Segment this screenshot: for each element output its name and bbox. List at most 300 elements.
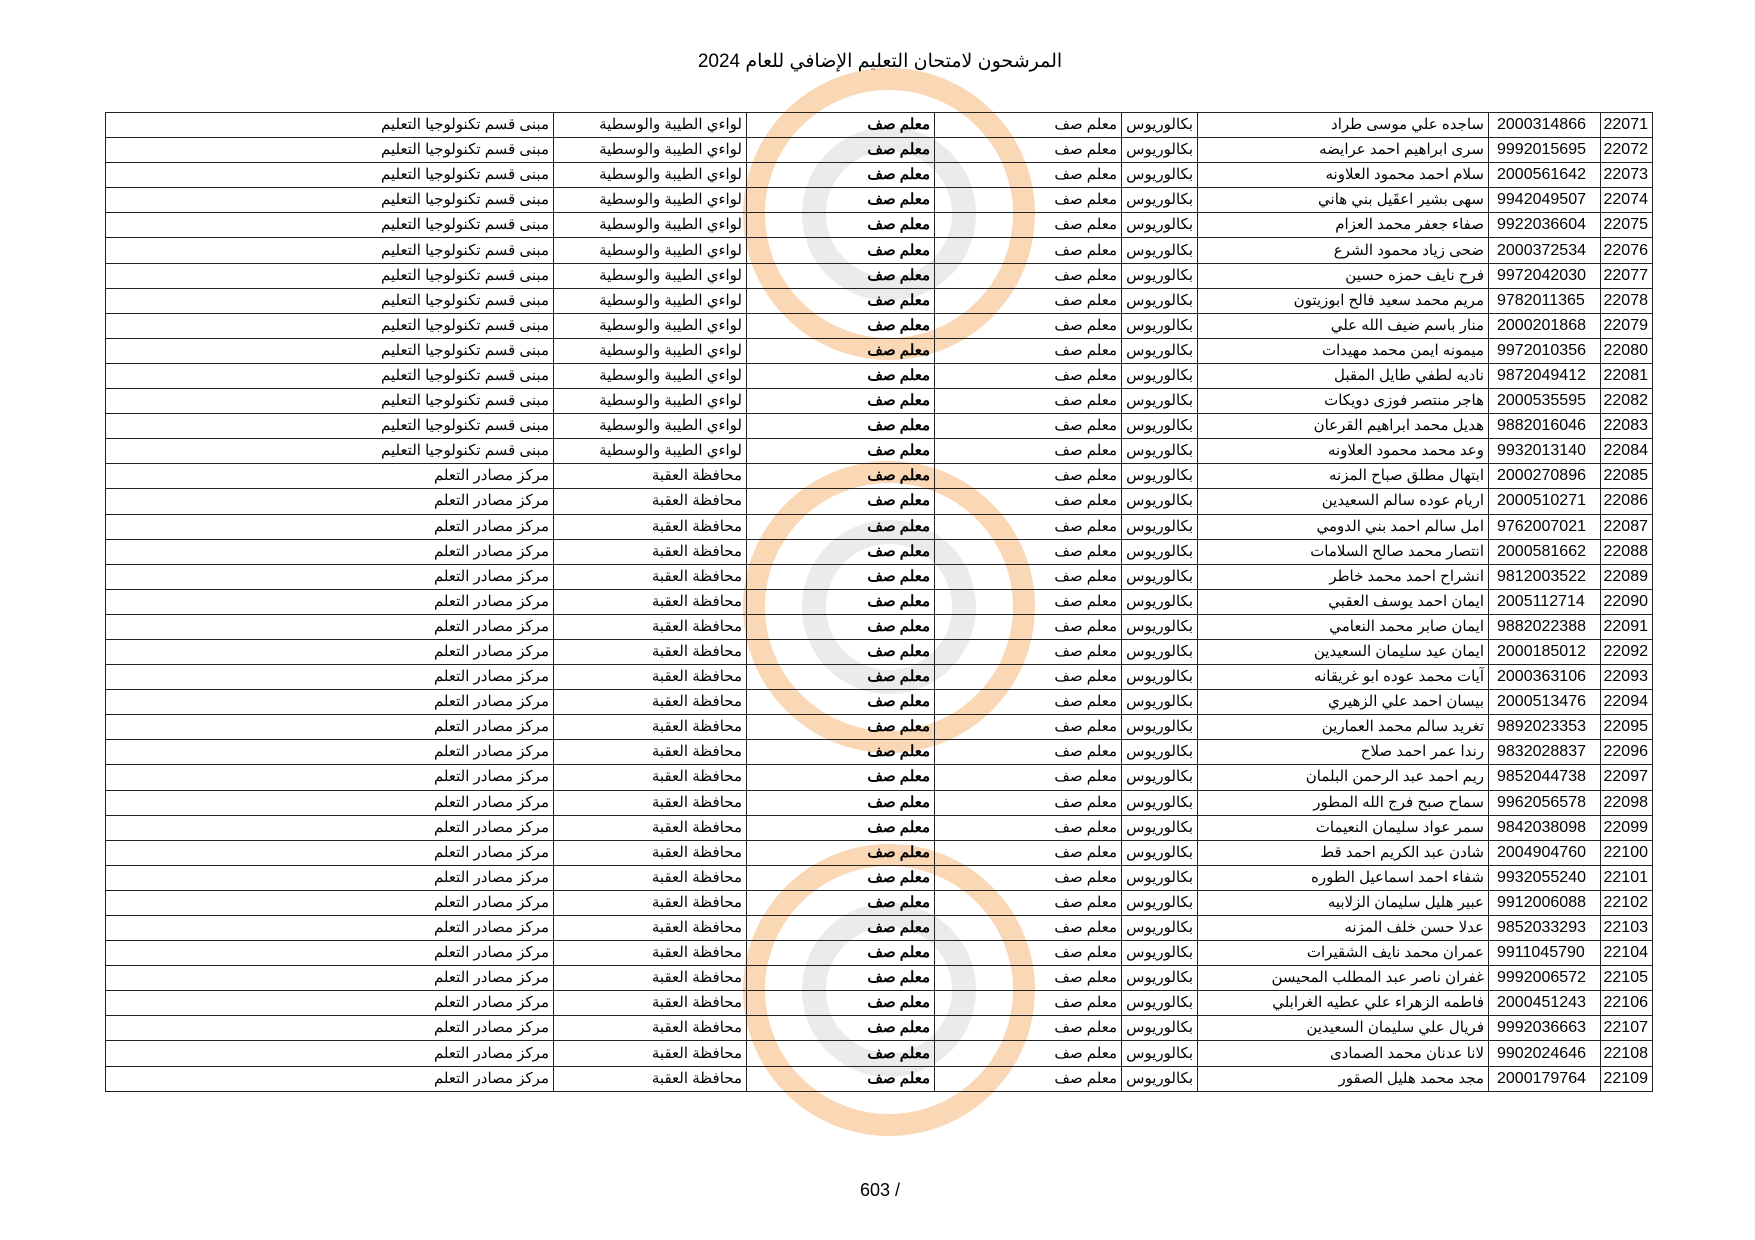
name-cell: ايمان صابر محمد النعامي bbox=[1198, 614, 1489, 639]
name-cell: فرح نايف حمزه حسين bbox=[1198, 263, 1489, 288]
exam-center-cell: مركز مصادر التعلم bbox=[106, 639, 554, 664]
exam-center-cell: مبنى قسم تكنولوجيا التعليم bbox=[106, 138, 554, 163]
job-cell: معلم صف bbox=[747, 489, 935, 514]
serial-cell: 22087 bbox=[1601, 514, 1653, 539]
directorate-cell: لواءي الطيبة والوسطية bbox=[554, 389, 747, 414]
specialization-cell: معلم صف bbox=[935, 188, 1122, 213]
specialization-cell: معلم صف bbox=[935, 363, 1122, 388]
exam-center-cell: مركز مصادر التعلم bbox=[106, 489, 554, 514]
name-cell: منار باسم ضيف الله علي bbox=[1198, 313, 1489, 338]
directorate-cell: محافظة العقبة bbox=[554, 790, 747, 815]
table-row bbox=[106, 890, 1653, 915]
job-cell: معلم صف bbox=[747, 740, 935, 765]
serial-cell: 22094 bbox=[1601, 690, 1653, 715]
job-cell: معلم صف bbox=[747, 815, 935, 840]
specialization-cell: معلم صف bbox=[935, 740, 1122, 765]
specialization-cell: معلم صف bbox=[935, 263, 1122, 288]
table-row bbox=[106, 489, 1653, 514]
name-cell: امل سالم احمد بني الدومي bbox=[1198, 514, 1489, 539]
national-id-cell: 9812003522 bbox=[1489, 564, 1601, 589]
exam-center-cell: مبنى قسم تكنولوجيا التعليم bbox=[106, 188, 554, 213]
serial-cell: 22096 bbox=[1601, 740, 1653, 765]
name-cell: غفران ناصر عبد المطلب المحيسن bbox=[1198, 966, 1489, 991]
name-cell: آيات محمد عوده ابو غريقانه bbox=[1198, 665, 1489, 690]
table-row bbox=[106, 363, 1653, 388]
national-id-cell: 9992036663 bbox=[1489, 1016, 1601, 1041]
name-cell: عمران محمد نايف الشقيرات bbox=[1198, 941, 1489, 966]
job-cell: معلم صف bbox=[747, 941, 935, 966]
exam-center-cell: مركز مصادر التعلم bbox=[106, 890, 554, 915]
name-cell: عدلا حسن خلف المزنه bbox=[1198, 916, 1489, 941]
table-row bbox=[106, 614, 1653, 639]
exam-center-cell: مبنى قسم تكنولوجيا التعليم bbox=[106, 363, 554, 388]
specialization-cell: معلم صف bbox=[935, 865, 1122, 890]
exam-center-cell: مركز مصادر التعلم bbox=[106, 991, 554, 1016]
job-cell: معلم صف bbox=[747, 313, 935, 338]
specialization-cell: معلم صف bbox=[935, 1016, 1122, 1041]
specialization-cell: معلم صف bbox=[935, 991, 1122, 1016]
job-cell: معلم صف bbox=[747, 840, 935, 865]
specialization-cell: معلم صف bbox=[935, 690, 1122, 715]
exam-center-cell: مركز مصادر التعلم bbox=[106, 916, 554, 941]
name-cell: انشراح احمد محمد خاطر bbox=[1198, 564, 1489, 589]
job-cell: معلم صف bbox=[747, 966, 935, 991]
exam-center-cell: مركز مصادر التعلم bbox=[106, 564, 554, 589]
table-row bbox=[106, 338, 1653, 363]
degree-cell: بكالوريوس bbox=[1122, 715, 1198, 740]
degree-cell: بكالوريوس bbox=[1122, 589, 1198, 614]
national-id-cell: 2000372534 bbox=[1489, 238, 1601, 263]
national-id-cell: 9932055240 bbox=[1489, 865, 1601, 890]
degree-cell: بكالوريوس bbox=[1122, 138, 1198, 163]
job-cell: معلم صف bbox=[747, 916, 935, 941]
exam-center-cell: مركز مصادر التعلم bbox=[106, 715, 554, 740]
national-id-cell: 9852044738 bbox=[1489, 765, 1601, 790]
directorate-cell: محافظة العقبة bbox=[554, 614, 747, 639]
specialization-cell: معلم صف bbox=[935, 238, 1122, 263]
name-cell: لانا عدنان محمد الصمادى bbox=[1198, 1041, 1489, 1066]
serial-cell: 22097 bbox=[1601, 765, 1653, 790]
national-id-cell: 2000561642 bbox=[1489, 163, 1601, 188]
table-row bbox=[106, 840, 1653, 865]
exam-center-cell: مركز مصادر التعلم bbox=[106, 464, 554, 489]
job-cell: معلم صف bbox=[747, 690, 935, 715]
name-cell: ايمان عيد سليمان السعيدين bbox=[1198, 639, 1489, 664]
degree-cell: بكالوريوس bbox=[1122, 489, 1198, 514]
directorate-cell: محافظة العقبة bbox=[554, 1016, 747, 1041]
national-id-cell: 2000363106 bbox=[1489, 665, 1601, 690]
job-cell: معلم صف bbox=[747, 1041, 935, 1066]
table-row bbox=[106, 865, 1653, 890]
name-cell: سمر عواد سليمان النعيمات bbox=[1198, 815, 1489, 840]
serial-cell: 22098 bbox=[1601, 790, 1653, 815]
exam-center-cell: مركز مصادر التعلم bbox=[106, 589, 554, 614]
degree-cell: بكالوريوس bbox=[1122, 363, 1198, 388]
candidates-table bbox=[105, 112, 1653, 1092]
national-id-cell: 9882016046 bbox=[1489, 414, 1601, 439]
name-cell: سماح صبح فرج الله المطور bbox=[1198, 790, 1489, 815]
name-cell: انتصار محمد صالح السلامات bbox=[1198, 539, 1489, 564]
degree-cell: بكالوريوس bbox=[1122, 1041, 1198, 1066]
degree-cell: بكالوريوس bbox=[1122, 865, 1198, 890]
serial-cell: 22105 bbox=[1601, 966, 1653, 991]
page-number: 603 / bbox=[859, 1180, 901, 1200]
table-row bbox=[106, 790, 1653, 815]
directorate-cell: محافظة العقبة bbox=[554, 514, 747, 539]
exam-center-cell: مركز مصادر التعلم bbox=[106, 815, 554, 840]
national-id-cell: 2000314866 bbox=[1489, 113, 1601, 138]
directorate-cell: محافظة العقبة bbox=[554, 665, 747, 690]
specialization-cell: معلم صف bbox=[935, 564, 1122, 589]
national-id-cell: 2000270896 bbox=[1489, 464, 1601, 489]
directorate-cell: محافظة العقبة bbox=[554, 464, 747, 489]
national-id-cell: 2004904760 bbox=[1489, 840, 1601, 865]
degree-cell: بكالوريوس bbox=[1122, 263, 1198, 288]
exam-center-cell: مبنى قسم تكنولوجيا التعليم bbox=[106, 338, 554, 363]
table-row bbox=[106, 213, 1653, 238]
name-cell: رندا عمر احمد صلاح bbox=[1198, 740, 1489, 765]
degree-cell: بكالوريوس bbox=[1122, 1066, 1198, 1091]
table-row bbox=[106, 514, 1653, 539]
specialization-cell: معلم صف bbox=[935, 414, 1122, 439]
name-cell: ايمان احمد يوسف العقبي bbox=[1198, 589, 1489, 614]
job-cell: معلم صف bbox=[747, 439, 935, 464]
degree-cell: بكالوريوس bbox=[1122, 740, 1198, 765]
table-row bbox=[106, 639, 1653, 664]
table-row bbox=[106, 1016, 1653, 1041]
national-id-cell: 2000510271 bbox=[1489, 489, 1601, 514]
directorate-cell: محافظة العقبة bbox=[554, 489, 747, 514]
name-cell: مريم محمد سعيد فالح ابوزيتون bbox=[1198, 288, 1489, 313]
national-id-cell: 2000513476 bbox=[1489, 690, 1601, 715]
exam-center-cell: مركز مصادر التعلم bbox=[106, 765, 554, 790]
exam-center-cell: مبنى قسم تكنولوجيا التعليم bbox=[106, 213, 554, 238]
degree-cell: بكالوريوس bbox=[1122, 163, 1198, 188]
job-cell: معلم صف bbox=[747, 414, 935, 439]
job-cell: معلم صف bbox=[747, 213, 935, 238]
degree-cell: بكالوريوس bbox=[1122, 514, 1198, 539]
job-cell: معلم صف bbox=[747, 188, 935, 213]
serial-cell: 22073 bbox=[1601, 163, 1653, 188]
specialization-cell: معلم صف bbox=[935, 163, 1122, 188]
job-cell: معلم صف bbox=[747, 464, 935, 489]
specialization-cell: معلم صف bbox=[935, 1066, 1122, 1091]
name-cell: شادن عبد الكريم احمد قط bbox=[1198, 840, 1489, 865]
national-id-cell: 9972010356 bbox=[1489, 338, 1601, 363]
serial-cell: 22101 bbox=[1601, 865, 1653, 890]
specialization-cell: معلم صف bbox=[935, 589, 1122, 614]
job-cell: معلم صف bbox=[747, 363, 935, 388]
national-id-cell: 2000179764 bbox=[1489, 1066, 1601, 1091]
serial-cell: 22071 bbox=[1601, 113, 1653, 138]
name-cell: هديل محمد ابراهيم القرعان bbox=[1198, 414, 1489, 439]
directorate-cell: محافظة العقبة bbox=[554, 1066, 747, 1091]
national-id-cell: 9972042030 bbox=[1489, 263, 1601, 288]
directorate-cell: محافظة العقبة bbox=[554, 865, 747, 890]
job-cell: معلم صف bbox=[747, 539, 935, 564]
exam-center-cell: مركز مصادر التعلم bbox=[106, 1041, 554, 1066]
exam-center-cell: مبنى قسم تكنولوجيا التعليم bbox=[106, 389, 554, 414]
degree-cell: بكالوريوس bbox=[1122, 389, 1198, 414]
national-id-cell: 2000581662 bbox=[1489, 539, 1601, 564]
specialization-cell: معلم صف bbox=[935, 941, 1122, 966]
exam-center-cell: مبنى قسم تكنولوجيا التعليم bbox=[106, 439, 554, 464]
serial-cell: 22093 bbox=[1601, 665, 1653, 690]
exam-center-cell: مبنى قسم تكنولوجيا التعليم bbox=[106, 313, 554, 338]
serial-cell: 22109 bbox=[1601, 1066, 1653, 1091]
directorate-cell: لواءي الطيبة والوسطية bbox=[554, 113, 747, 138]
job-cell: معلم صف bbox=[747, 389, 935, 414]
job-cell: معلم صف bbox=[747, 263, 935, 288]
table-row bbox=[106, 991, 1653, 1016]
directorate-cell: محافظة العقبة bbox=[554, 890, 747, 915]
name-cell: بيسان احمد علي الزهيري bbox=[1198, 690, 1489, 715]
table-row bbox=[106, 163, 1653, 188]
exam-center-cell: مركز مصادر التعلم bbox=[106, 790, 554, 815]
specialization-cell: معلم صف bbox=[935, 288, 1122, 313]
job-cell: معلم صف bbox=[747, 138, 935, 163]
specialization-cell: معلم صف bbox=[935, 790, 1122, 815]
degree-cell: بكالوريوس bbox=[1122, 188, 1198, 213]
specialization-cell: معلم صف bbox=[935, 464, 1122, 489]
table-row bbox=[106, 113, 1653, 138]
name-cell: صفاء جعفر محمد العزام bbox=[1198, 213, 1489, 238]
specialization-cell: معلم صف bbox=[935, 890, 1122, 915]
serial-cell: 22089 bbox=[1601, 564, 1653, 589]
national-id-cell: 9892023353 bbox=[1489, 715, 1601, 740]
degree-cell: بكالوريوس bbox=[1122, 890, 1198, 915]
national-id-cell: 9872049412 bbox=[1489, 363, 1601, 388]
table-row bbox=[106, 1066, 1653, 1091]
specialization-cell: معلم صف bbox=[935, 665, 1122, 690]
exam-center-cell: مركز مصادر التعلم bbox=[106, 614, 554, 639]
name-cell: مجد محمد هليل الصقور bbox=[1198, 1066, 1489, 1091]
national-id-cell: 2000185012 bbox=[1489, 639, 1601, 664]
exam-center-cell: مركز مصادر التعلم bbox=[106, 966, 554, 991]
serial-cell: 22072 bbox=[1601, 138, 1653, 163]
exam-center-cell: مركز مصادر التعلم bbox=[106, 690, 554, 715]
job-cell: معلم صف bbox=[747, 163, 935, 188]
directorate-cell: محافظة العقبة bbox=[554, 916, 747, 941]
directorate-cell: محافظة العقبة bbox=[554, 690, 747, 715]
national-id-cell: 2005112714 bbox=[1489, 589, 1601, 614]
directorate-cell: محافظة العقبة bbox=[554, 815, 747, 840]
specialization-cell: معلم صف bbox=[935, 439, 1122, 464]
national-id-cell: 9911045790 bbox=[1489, 941, 1601, 966]
national-id-cell: 9902024646 bbox=[1489, 1041, 1601, 1066]
degree-cell: بكالوريوس bbox=[1122, 238, 1198, 263]
national-id-cell: 2000535595 bbox=[1489, 389, 1601, 414]
job-cell: معلم صف bbox=[747, 589, 935, 614]
directorate-cell: محافظة العقبة bbox=[554, 740, 747, 765]
degree-cell: بكالوريوس bbox=[1122, 313, 1198, 338]
degree-cell: بكالوريوس bbox=[1122, 338, 1198, 363]
table-row bbox=[106, 564, 1653, 589]
national-id-cell: 9842038098 bbox=[1489, 815, 1601, 840]
directorate-cell: لواءي الطيبة والوسطية bbox=[554, 414, 747, 439]
serial-cell: 22103 bbox=[1601, 916, 1653, 941]
degree-cell: بكالوريوس bbox=[1122, 288, 1198, 313]
job-cell: معلم صف bbox=[747, 564, 935, 589]
name-cell: ضحى زياد محمود الشرع bbox=[1198, 238, 1489, 263]
exam-center-cell: مبنى قسم تكنولوجيا التعليم bbox=[106, 288, 554, 313]
job-cell: معلم صف bbox=[747, 890, 935, 915]
table-row bbox=[106, 815, 1653, 840]
national-id-cell: 9832028837 bbox=[1489, 740, 1601, 765]
name-cell: ابتهال مطلق صباح المزنه bbox=[1198, 464, 1489, 489]
name-cell: سرى ابراهيم احمد عرايضه bbox=[1198, 138, 1489, 163]
serial-cell: 22091 bbox=[1601, 614, 1653, 639]
table-row bbox=[106, 188, 1653, 213]
candidates-table-body bbox=[106, 113, 1653, 1092]
table-row bbox=[106, 238, 1653, 263]
job-cell: معلم صف bbox=[747, 614, 935, 639]
specialization-cell: معلم صف bbox=[935, 614, 1122, 639]
degree-cell: بكالوريوس bbox=[1122, 213, 1198, 238]
serial-cell: 22081 bbox=[1601, 363, 1653, 388]
serial-cell: 22078 bbox=[1601, 288, 1653, 313]
job-cell: معلم صف bbox=[747, 991, 935, 1016]
directorate-cell: لواءي الطيبة والوسطية bbox=[554, 288, 747, 313]
job-cell: معلم صف bbox=[747, 865, 935, 890]
national-id-cell: 9962056578 bbox=[1489, 790, 1601, 815]
directorate-cell: محافظة العقبة bbox=[554, 1041, 747, 1066]
exam-center-cell: مبنى قسم تكنولوجيا التعليم bbox=[106, 263, 554, 288]
specialization-cell: معلم صف bbox=[935, 639, 1122, 664]
directorate-cell: لواءي الطيبة والوسطية bbox=[554, 238, 747, 263]
degree-cell: بكالوريوس bbox=[1122, 966, 1198, 991]
table-row bbox=[106, 690, 1653, 715]
exam-center-cell: مبنى قسم تكنولوجيا التعليم bbox=[106, 163, 554, 188]
serial-cell: 22099 bbox=[1601, 815, 1653, 840]
table-row bbox=[106, 765, 1653, 790]
table-row bbox=[106, 941, 1653, 966]
directorate-cell: محافظة العقبة bbox=[554, 840, 747, 865]
specialization-cell: معلم صف bbox=[935, 539, 1122, 564]
serial-cell: 22102 bbox=[1601, 890, 1653, 915]
directorate-cell: محافظة العقبة bbox=[554, 941, 747, 966]
national-id-cell: 2000451243 bbox=[1489, 991, 1601, 1016]
serial-cell: 22106 bbox=[1601, 991, 1653, 1016]
name-cell: تغريد سالم محمد العمارين bbox=[1198, 715, 1489, 740]
name-cell: فاطمه الزهراء علي عطيه الغرابلي bbox=[1198, 991, 1489, 1016]
job-cell: معلم صف bbox=[747, 790, 935, 815]
exam-center-cell: مبنى قسم تكنولوجيا التعليم bbox=[106, 238, 554, 263]
table-row bbox=[106, 589, 1653, 614]
name-cell: شفاء احمد اسماعيل الطوره bbox=[1198, 865, 1489, 890]
name-cell: عبير هليل سليمان الزلابيه bbox=[1198, 890, 1489, 915]
directorate-cell: لواءي الطيبة والوسطية bbox=[554, 213, 747, 238]
national-id-cell: 9942049507 bbox=[1489, 188, 1601, 213]
serial-cell: 22082 bbox=[1601, 389, 1653, 414]
job-cell: معلم صف bbox=[747, 665, 935, 690]
specialization-cell: معلم صف bbox=[935, 138, 1122, 163]
specialization-cell: معلم صف bbox=[935, 1041, 1122, 1066]
exam-center-cell: مركز مصادر التعلم bbox=[106, 740, 554, 765]
name-cell: فريال علي سليمان السعيدين bbox=[1198, 1016, 1489, 1041]
job-cell: معلم صف bbox=[747, 288, 935, 313]
directorate-cell: محافظة العقبة bbox=[554, 715, 747, 740]
serial-cell: 22092 bbox=[1601, 639, 1653, 664]
national-id-cell: 9922036604 bbox=[1489, 213, 1601, 238]
job-cell: معلم صف bbox=[747, 715, 935, 740]
degree-cell: بكالوريوس bbox=[1122, 991, 1198, 1016]
national-id-cell: 2000201868 bbox=[1489, 313, 1601, 338]
national-id-cell: 9912006088 bbox=[1489, 890, 1601, 915]
degree-cell: بكالوريوس bbox=[1122, 639, 1198, 664]
directorate-cell: لواءي الطيبة والوسطية bbox=[554, 338, 747, 363]
directorate-cell: محافظة العقبة bbox=[554, 765, 747, 790]
degree-cell: بكالوريوس bbox=[1122, 464, 1198, 489]
job-cell: معلم صف bbox=[747, 1066, 935, 1091]
table-row bbox=[106, 740, 1653, 765]
national-id-cell: 9992006572 bbox=[1489, 966, 1601, 991]
job-cell: معلم صف bbox=[747, 514, 935, 539]
name-cell: ساجده علي موسى طراد bbox=[1198, 113, 1489, 138]
serial-cell: 22080 bbox=[1601, 338, 1653, 363]
degree-cell: بكالوريوس bbox=[1122, 790, 1198, 815]
table-row bbox=[106, 288, 1653, 313]
specialization-cell: معلم صف bbox=[935, 715, 1122, 740]
exam-center-cell: مبنى قسم تكنولوجيا التعليم bbox=[106, 414, 554, 439]
name-cell: ريم احمد عبد الرحمن البلمان bbox=[1198, 765, 1489, 790]
serial-cell: 22077 bbox=[1601, 263, 1653, 288]
serial-cell: 22090 bbox=[1601, 589, 1653, 614]
directorate-cell: لواءي الطيبة والوسطية bbox=[554, 439, 747, 464]
directorate-cell: محافظة العقبة bbox=[554, 991, 747, 1016]
exam-center-cell: مركز مصادر التعلم bbox=[106, 865, 554, 890]
name-cell: سلام احمد محمود العلاونه bbox=[1198, 163, 1489, 188]
serial-cell: 22095 bbox=[1601, 715, 1653, 740]
name-cell: اريام عوده سالم السعيدين bbox=[1198, 489, 1489, 514]
job-cell: معلم صف bbox=[747, 639, 935, 664]
directorate-cell: محافظة العقبة bbox=[554, 564, 747, 589]
specialization-cell: معلم صف bbox=[935, 489, 1122, 514]
national-id-cell: 9762007021 bbox=[1489, 514, 1601, 539]
serial-cell: 22086 bbox=[1601, 489, 1653, 514]
table-row bbox=[106, 313, 1653, 338]
serial-cell: 22075 bbox=[1601, 213, 1653, 238]
specialization-cell: معلم صف bbox=[935, 916, 1122, 941]
specialization-cell: معلم صف bbox=[935, 338, 1122, 363]
table-row bbox=[106, 665, 1653, 690]
directorate-cell: لواءي الطيبة والوسطية bbox=[554, 363, 747, 388]
degree-cell: بكالوريوس bbox=[1122, 614, 1198, 639]
serial-cell: 22074 bbox=[1601, 188, 1653, 213]
directorate-cell: محافظة العقبة bbox=[554, 589, 747, 614]
exam-center-cell: مركز مصادر التعلم bbox=[106, 539, 554, 564]
table-row bbox=[106, 414, 1653, 439]
directorate-cell: لواءي الطيبة والوسطية bbox=[554, 163, 747, 188]
specialization-cell: معلم صف bbox=[935, 765, 1122, 790]
exam-center-cell: مركز مصادر التعلم bbox=[106, 840, 554, 865]
exam-center-cell: مبنى قسم تكنولوجيا التعليم bbox=[106, 113, 554, 138]
name-cell: هاجر منتصر فوزى دويكات bbox=[1198, 389, 1489, 414]
serial-cell: 22104 bbox=[1601, 941, 1653, 966]
table-row bbox=[106, 464, 1653, 489]
serial-cell: 22084 bbox=[1601, 439, 1653, 464]
specialization-cell: معلم صف bbox=[935, 113, 1122, 138]
specialization-cell: معلم صف bbox=[935, 514, 1122, 539]
specialization-cell: معلم صف bbox=[935, 313, 1122, 338]
directorate-cell: محافظة العقبة bbox=[554, 966, 747, 991]
serial-cell: 22076 bbox=[1601, 238, 1653, 263]
name-cell: ناديه لطفي طايل المقبل bbox=[1198, 363, 1489, 388]
degree-cell: بكالوريوس bbox=[1122, 414, 1198, 439]
specialization-cell: معلم صف bbox=[935, 840, 1122, 865]
degree-cell: بكالوريوس bbox=[1122, 1016, 1198, 1041]
degree-cell: بكالوريوس bbox=[1122, 815, 1198, 840]
